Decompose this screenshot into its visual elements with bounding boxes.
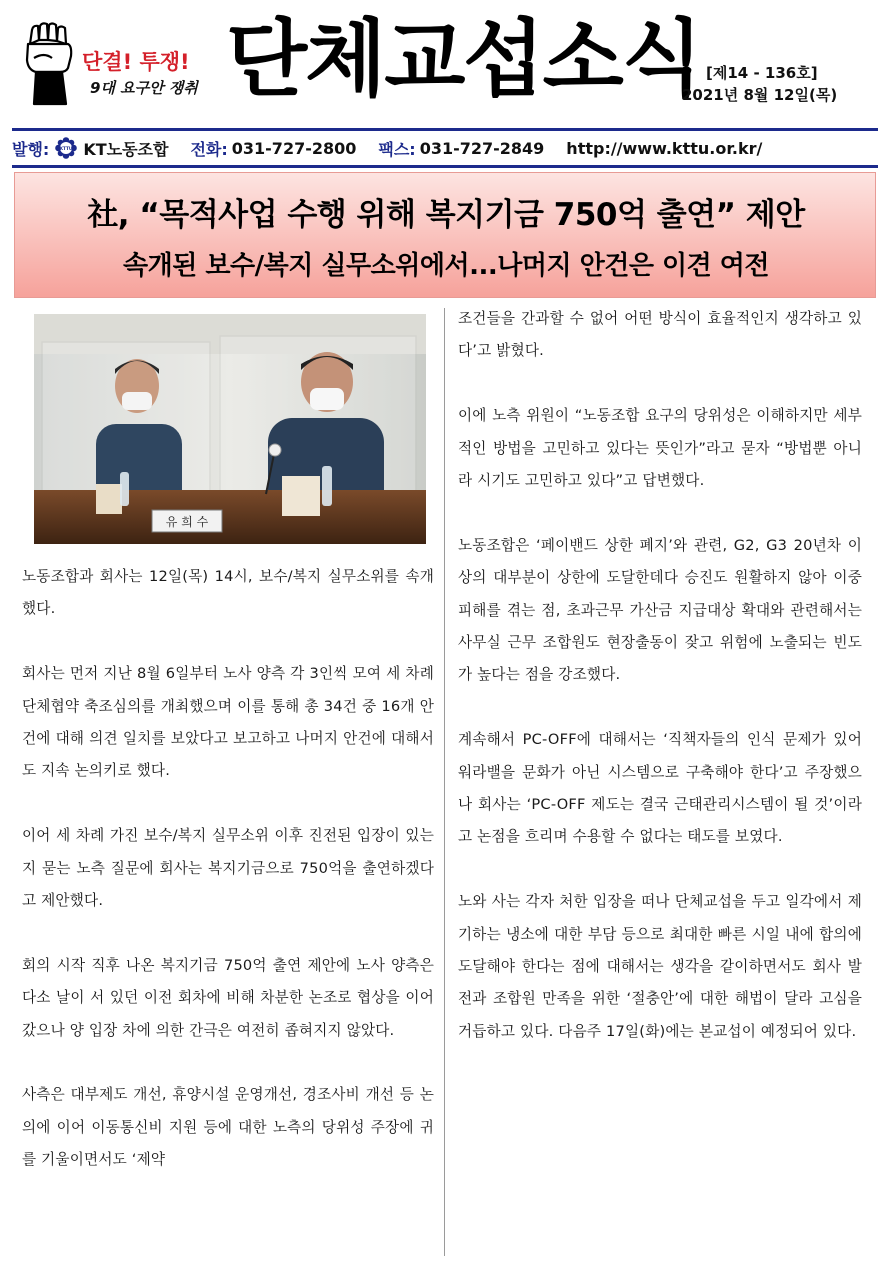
headline: 社, “목적사업 수행 위해 복지기금 750억 출연” 제안 bbox=[87, 197, 805, 233]
article-paragraph: 노동조합은 ‘페이밴드 상한 폐지’와 관련, G2, G3 20년차 이상의 대부분이 상한에 도달한데다 승진도 원활하지 않아 이중 피해를 겪는 점, 초과근무 가산금 지급대상 확대와 관련해서는 사무실 근무 조합원도 현장출동이 잦고 위험에 노출되는 빈도가 높다는 점을 강조했다. bbox=[458, 536, 862, 684]
publisher-bar bbox=[12, 133, 878, 163]
article-paragraph: 노와 사는 각자 처한 입장을 떠나 단체교섭을 두고 일각에서 제기하는 냉소에 대한 부담 등으로 최대한 빠른 시일 내에 합의에 도달해야 한다는 점에 대해서는 생각을 같이하면서도 회사 발전과 조합원 만족을 위한 ‘절충안’에 대한 해법이 달라 고심을 거듭하고 있다. 다음주 17일(화)에는 본교섭이 예정되어 있다. bbox=[458, 893, 862, 1040]
article-left-column bbox=[22, 561, 434, 1177]
issue-date: 2021년 8월 12일(목) bbox=[682, 86, 838, 104]
kttu-logo-icon bbox=[55, 137, 77, 159]
column-divider bbox=[444, 308, 445, 1256]
publisher-name: KT노동조합 bbox=[83, 139, 169, 159]
slogan: 단결! 투쟁! bbox=[82, 50, 190, 74]
masthead bbox=[0, 0, 890, 125]
website-link[interactable]: http://www.kttu.or.kr/ bbox=[566, 138, 763, 158]
newsletter-title: 단체교섭소식 bbox=[226, 10, 701, 108]
article-paragraph: 조건들을 간과할 수 없어 어떤 방식이 효율적인지 생각하고 있다’고 밝혔다. bbox=[458, 310, 862, 360]
raised-fist-icon bbox=[22, 22, 78, 106]
publisher-label: 발행: bbox=[12, 139, 50, 159]
headline-banner bbox=[14, 172, 876, 298]
fax-number: 031-727-2849 bbox=[419, 138, 545, 158]
article-paragraph: 계속해서 PC-OFF에 대해서는 ‘직책자들의 인식 문제가 있어 워라밸을 문화가 아닌 시스템으로 구축해야 한다’고 주장했으나 회사는 ‘PC-OFF 제도는 결국 근태관리시스템이 될 것’이라고 논점을 흐리며 수용할 수 없다는 태도를 보였다. bbox=[458, 731, 862, 846]
fax-label: 팩스: bbox=[378, 139, 416, 159]
issue-number: [제14 - 136호] bbox=[706, 64, 818, 82]
article-paragraph: 회사는 먼저 지난 8월 6일부터 노사 양측 각 3인씩 모여 세 차례 단체협약 축조심의를 개최했으며 이를 통해 총 34건 중 16개 안건에 대해 의견 일치를 보았다고 보고하고 나머지 안건에 대해서도 지속 논의키로 했다. bbox=[22, 665, 434, 780]
meeting-photo bbox=[34, 314, 426, 544]
publisher-rule-bottom bbox=[12, 165, 878, 168]
slogan-subtext: 9대 요구안 쟁취 bbox=[90, 79, 198, 97]
phone-number: 031-727-2800 bbox=[231, 138, 357, 158]
article-right-column bbox=[458, 303, 862, 1048]
subheadline: 속개된 보수/복지 실무소위에서...나머지 안건은 이견 여전 bbox=[122, 251, 770, 281]
logo-text: KTTU bbox=[60, 145, 73, 151]
article-paragraph: 이어 세 차례 가진 보수/복지 실무소위 이후 진전된 입장이 있는지 묻는 노측 질문에 회사는 복지기금으로 750억을 출연하겠다고 제안했다. bbox=[22, 827, 434, 910]
article-paragraph: 노동조합과 회사는 12일(목) 14시, 보수/복지 실무소위를 속개했다. bbox=[22, 568, 434, 618]
nameplate-text: 유 희 수 bbox=[165, 515, 209, 529]
article-paragraph: 사측은 대부제도 개선, 휴양시설 운영개선, 경조사비 개선 등 논의에 이어 이동통신비 지원 등에 대한 노측의 당위성 주장에 귀를 기울이면서도 ‘제약 bbox=[22, 1086, 434, 1169]
phone-label: 전화: bbox=[190, 139, 228, 159]
article-paragraph: 회의 시작 직후 나온 복지기금 750억 출연 제안에 노사 양측은 다소 날이 서 있던 이전 회차에 비해 차분한 논조로 협상을 이어갔으나 양 입장 차에 의한 간극은 여전히 좁혀지지 않았다. bbox=[22, 956, 434, 1039]
article-paragraph: 이에 노측 위원이 “노동조합 요구의 당위성은 이해하지만 세부적인 방법을 고민하고 있다는 뜻인가”라고 묻자 “방법뿐 아니라 시기도 고민하고 있다”고 답변했다. bbox=[458, 407, 862, 490]
publisher-rule-top bbox=[12, 128, 878, 131]
